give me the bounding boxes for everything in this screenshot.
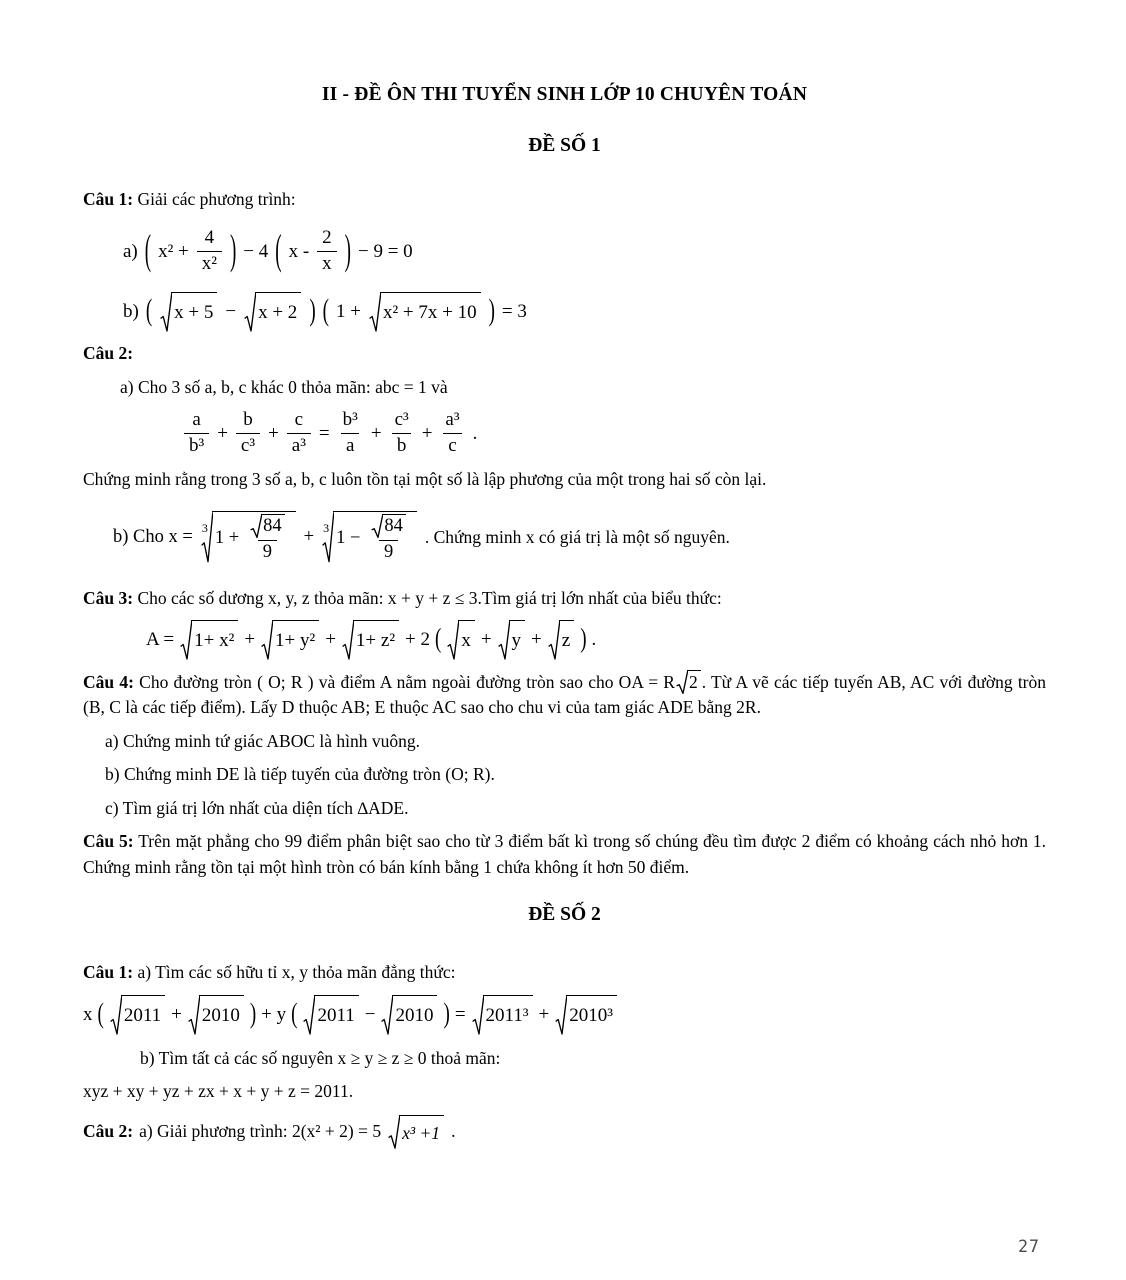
exam1-q3-line (83, 586, 1046, 612)
formula-q1b (123, 289, 1046, 335)
math-lead: A = (146, 628, 175, 650)
plus-sign: + (325, 628, 336, 650)
exam1-q2-label: Câu 2: (83, 342, 134, 363)
plus-sign: + (268, 422, 279, 444)
fraction (390, 410, 414, 456)
radicand: x + 2 (258, 302, 298, 323)
sqrt-expression (188, 995, 244, 1035)
fraction-numerator: 4 (204, 227, 215, 249)
sqrt-expression (180, 620, 238, 660)
fraction-numerator (365, 514, 412, 540)
formula-q1b-label: b) (123, 300, 139, 322)
right-paren: ) (309, 293, 316, 328)
left-paren: ( (145, 293, 153, 328)
plus-sign: + (531, 628, 542, 650)
exam1-q4-item-b: b) Chứng minh DE là tiếp tuyến của đường tròn (O; R). (105, 764, 495, 784)
equals-sign: = (454, 1003, 466, 1025)
fraction-numerator: b (243, 409, 253, 431)
radicand: 1+ z² (355, 630, 396, 651)
exam1-q4-paragraph (83, 670, 1046, 721)
sqrt-expression (261, 620, 319, 660)
formula-q2b-lead: b) Cho x = (113, 526, 193, 547)
exam1-q5-text: Trên mặt phẳng cho 99 điểm phân biệt sao cho từ 3 điểm bất kì trong số chúng đều tìm được 2 điểm có khoảng cách nhỏ hơn 1. Chứng minh rằng tồn tại một hình tròn có bán kính bằng 1 chứa không ít hơn 50 điểm. (83, 831, 1047, 877)
fraction (184, 410, 209, 456)
formula-q1a-label: a) (123, 240, 138, 262)
radicand: x (461, 630, 471, 651)
exam2-q2-label: Câu 2: (83, 1121, 134, 1141)
right-paren: ) (229, 226, 237, 274)
plus-sign: + (244, 628, 256, 650)
formula-q1a (123, 217, 1046, 287)
radicand: z (561, 630, 571, 651)
fraction-numerator: a (192, 409, 201, 431)
fraction (244, 514, 291, 563)
radicand: 2010 (395, 1005, 434, 1026)
exam1-q4-item-c: c) Tìm giá trị lớn nhất của diện tích ∆ADE. (105, 797, 409, 818)
radicand: 2011 (123, 1005, 162, 1026)
exam2-q1-label: Câu 1: (83, 962, 134, 982)
plus-sign: + (370, 422, 382, 444)
formula-exam2-q1a (83, 994, 1046, 1036)
plus-sign: + (303, 526, 315, 547)
exam2-q1-line (83, 960, 1046, 986)
fraction (338, 410, 363, 456)
fraction-numerator: c³ (394, 409, 409, 431)
fraction (365, 514, 412, 563)
fraction (287, 410, 311, 456)
fraction-denominator: a³ (287, 433, 311, 457)
fraction (440, 410, 464, 456)
radicand: 1+ y² (275, 630, 316, 651)
radicand: 84 (384, 516, 403, 537)
exam2-q2-text: a) Giải phương trình: 2(x² + 2) = 5 (139, 1121, 382, 1141)
sqrt-expression (388, 1115, 444, 1149)
fraction (197, 228, 222, 274)
sqrt-expression (369, 292, 481, 332)
left-paren: ( (322, 293, 329, 328)
math-text: x² + (158, 240, 189, 262)
radicand: 2011³ (485, 1005, 529, 1026)
fraction-denominator: a (341, 433, 359, 457)
math-text: 1 − (336, 528, 361, 548)
plus-sign: + (171, 1003, 182, 1025)
exam1-q2a-text: a) Cho 3 số a, b, c khác 0 thỏa mãn: abc = 1 và (120, 377, 448, 397)
fraction-denominator: x (317, 251, 337, 275)
formula-q3 (146, 618, 1046, 662)
formula-q2a (183, 405, 1046, 463)
plus-sign: + (538, 1003, 550, 1025)
exam1-q4-text2: . Từ A vẽ các tiếp tuyến AB, AC với đường tròn (B, C là các tiếp điểm). Lấy D thuộc AB; E thuộc AC sao cho chu vi của tam giác ADE bằng 2R. (83, 671, 1047, 717)
fraction-denominator: b (392, 433, 412, 457)
cuberoot-expression (322, 511, 417, 563)
fraction-numerator: b³ (342, 409, 358, 431)
fraction-numerator: 2 (322, 227, 332, 249)
radicand: 2010³ (569, 1005, 613, 1026)
radicand: 2010 (201, 1005, 240, 1026)
sqrt-expression (498, 620, 526, 660)
math-text: 1 + (335, 300, 361, 322)
radicand: 84 (263, 516, 282, 537)
left-paren: ( (291, 998, 298, 1030)
plus-sign: + (421, 422, 433, 444)
radicand: x³ +1 (402, 1122, 441, 1143)
minus-sign: − (364, 1003, 376, 1025)
fraction-denominator: 9 (379, 540, 398, 563)
fraction-numerator: a³ (445, 409, 460, 431)
exam2-q1b-equation: xyz + xy + yz + zx + x + y + z = 2011. (83, 1081, 354, 1101)
right-paren: ) (249, 998, 257, 1030)
fraction-numerator: c (294, 409, 304, 431)
left-paren: ( (144, 226, 152, 274)
cuberoot-expression (201, 511, 296, 563)
exam1-q5-label: Câu 5: (83, 831, 134, 851)
exam1-q1-text: Giải các phương trình: (137, 189, 296, 209)
page-title: II - ĐỀ ÔN THI TUYỂN SINH LỚP 10 CHUYÊN TOÁN (321, 84, 808, 105)
sqrt-expression (555, 995, 617, 1035)
math-text: − 9 = 0 (358, 240, 413, 262)
right-paren: ) (488, 293, 495, 328)
exam1-q1-line (83, 187, 1046, 213)
exam2-q2-line (83, 1115, 1046, 1149)
left-paren: ( (97, 998, 104, 1030)
sqrt-expression (250, 514, 285, 538)
radicand: x² + 7x + 10 (382, 302, 477, 323)
exam1-q4-label: Câu 4: (83, 671, 134, 692)
left-paren: ( (435, 623, 442, 654)
sqrt-expression (472, 995, 533, 1035)
radicand: 2011 (317, 1005, 355, 1026)
exam1-q5-paragraph (83, 829, 1046, 880)
exam1-heading: ĐỀ SỐ 1 (528, 135, 601, 156)
fraction-denominator: 9 (258, 540, 277, 563)
radicand: x + 5 (174, 302, 214, 323)
sqrt-expression (110, 995, 165, 1035)
exam1-q4-item-a: a) Chứng minh tứ giác ABOC là hình vuông. (105, 730, 420, 751)
root-index: 3 (323, 521, 330, 536)
fraction-denominator: b³ (184, 433, 209, 457)
sqrt-expression (447, 620, 475, 660)
exam1-q1-label: Câu 1: (83, 189, 134, 209)
exam1-q3-label: Câu 3: (83, 588, 134, 608)
math-text: = 3 (501, 300, 527, 322)
fraction (236, 410, 260, 456)
right-paren: ) (443, 998, 450, 1030)
math-text: x (83, 1003, 93, 1025)
exam1-q3-text: Cho các số dương x, y, z thỏa mãn: x + y + z ≤ 3.Tìm giá trị lớn nhất của biểu thức: (137, 588, 722, 608)
fraction (317, 228, 337, 274)
period: . (591, 628, 597, 650)
sqrt-expression (371, 514, 406, 538)
plus-sign: + (217, 422, 228, 444)
math-text: x - (288, 240, 310, 262)
root-index: 3 (201, 521, 208, 536)
fraction-numerator (244, 514, 291, 540)
radicand: 1+ x² (194, 630, 235, 651)
sqrt-expression (548, 620, 574, 660)
exam2-q1a-text: a) Tìm các số hữu tỉ x, y thỏa mãn đẳng thức: (137, 962, 456, 982)
exam1-q2-line (83, 341, 1046, 367)
plus-sign: + (480, 628, 492, 650)
page-number: 27 (1018, 1237, 1040, 1256)
sqrt-expression (381, 995, 437, 1035)
math-text: + y (261, 1003, 287, 1025)
right-paren: ) (344, 226, 351, 274)
right-paren: ) (580, 623, 587, 654)
math-text: + 2 (405, 628, 430, 650)
exam1-q2b-tail: . Chứng minh x có giá trị là một số nguyên. (424, 526, 730, 547)
sqrt-expression (342, 620, 399, 660)
minus-sign: − (225, 300, 237, 322)
radicand: y (511, 630, 522, 651)
sqrt-expression (303, 995, 358, 1035)
sqrt-expression (676, 670, 701, 694)
math-text: 1 + (214, 528, 240, 548)
exam2-q1b-text: b) Tìm tất cả các số nguyên x ≥ y ≥ z ≥ 0 thoả mãn: (140, 1047, 501, 1068)
fraction-denominator: c³ (236, 433, 260, 457)
exam1-q4-text1: Cho đường tròn ( O; R ) và điểm A nằm ngoài đường tròn sao cho OA = R (139, 671, 675, 692)
fraction-denominator: x² (197, 251, 222, 275)
radicand: 2 (688, 671, 698, 692)
fraction-denominator: c (443, 433, 461, 457)
left-paren: ( (275, 226, 282, 274)
sqrt-expression (160, 292, 217, 332)
sqrt-expression (244, 292, 301, 332)
exam1-q2a-note: Chứng minh rằng trong 3 số a, b, c luôn tồn tại một số là lập phương của một trong hai số còn lại. (83, 468, 767, 489)
equals-sign: = (318, 422, 330, 444)
exam2-heading: ĐỀ SỐ 2 (528, 904, 601, 925)
formula-q2b (113, 498, 1046, 576)
period: . (451, 1121, 456, 1141)
period: . (472, 422, 478, 444)
math-text: − 4 (243, 240, 269, 262)
